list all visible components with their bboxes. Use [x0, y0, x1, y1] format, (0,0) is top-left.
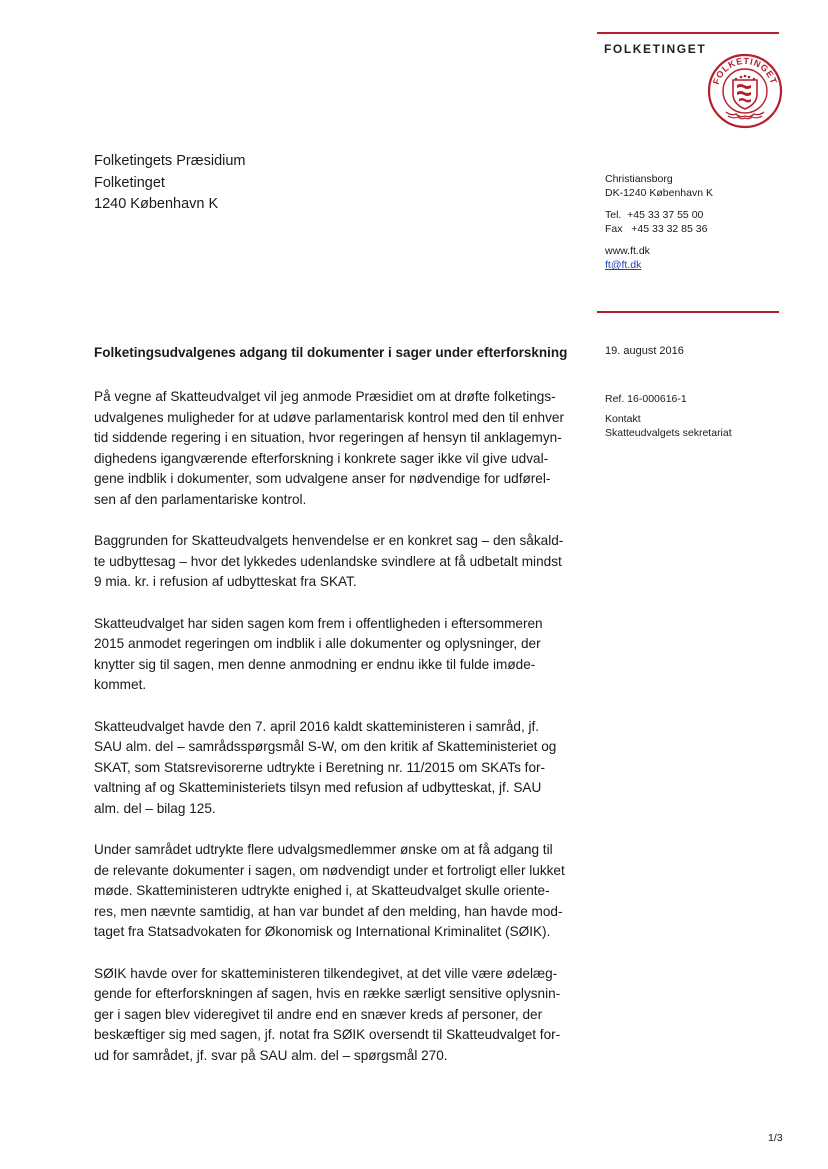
sender-email-link[interactable]: ft@ft.dk — [605, 259, 642, 271]
body-line: alm. del – bilag 125. — [94, 800, 216, 816]
page-number: 1/3 — [768, 1132, 783, 1144]
org-name: FOLKETINGET — [604, 42, 707, 56]
body-line: taget fra Statsadvokaten for Økonomisk og International Kriminalitet (SØIK). — [94, 924, 551, 939]
body-paragraph — [94, 717, 594, 820]
body-line: res, men nævnte samtidig, at han var bundet af den melding, han havde mod- — [94, 903, 563, 919]
body-line: gene indblik i dokumenter, som udvalgene anser for nødvendige for udførel- — [94, 471, 551, 486]
letter-meta — [605, 392, 732, 440]
body-line: 2015 anmodet regeringen om indblik i alle dokumenter og oplysninger, der — [94, 636, 541, 651]
contact-label: Kontakt — [605, 413, 641, 425]
body-line: ger i sagen blev videregivet til andre end en snæver kreds af personer, der — [94, 1006, 543, 1022]
body-line: Skatteudvalget har siden sagen kom frem i offentligheden i eftersommeren — [94, 615, 543, 631]
body-line: møde. Skatteministeren udtrykte enighed i, at Skatteudvalget skulle oriente- — [94, 883, 550, 898]
letter-date: 19. august 2016 — [605, 345, 684, 357]
body-paragraph — [94, 840, 594, 943]
recipient-address — [94, 151, 246, 216]
body-line: dighedens igangværende efterforskning i konkrete sager ikke vil give udval- — [94, 450, 549, 466]
recipient-line: 1240 København K — [94, 196, 219, 212]
body-line: beskæftiger sig med sagen, jf. notat fra SØIK oversendt til Skatteudvalget for- — [94, 1027, 561, 1042]
header-rule-top — [597, 32, 779, 34]
body-line: 9 mia. kr. i refusion af udbytteskat fra SKAT. — [94, 574, 357, 589]
sender-address-line: Christiansborg — [605, 173, 673, 185]
body-line: SKAT, som Statsrevisorerne udtrykte i Beretning nr. 11/2015 om SKATs for- — [94, 759, 546, 775]
body-line: tid siddende regering i en situation, hvor regeringen af hensyn til anklagemyn- — [94, 430, 562, 445]
folketinget-seal-icon — [706, 52, 784, 130]
body-line: På vegne af Skatteudvalget vil jeg anmode Præsidiet om at drøfte folketings- — [94, 389, 556, 404]
body-line: udvalgenes muligheder for at udøve parlamentarisk kontrol med den til enhver — [94, 409, 564, 425]
letter-subject: Folketingsudvalgenes adgang til dokumenter i sager under efterforskning — [94, 345, 568, 360]
body-line: sen af den parlamentariske kontrol. — [94, 491, 307, 507]
recipient-line: Folketingets Præsidium — [94, 153, 246, 169]
body-line: Skatteudvalget havde den 7. april 2016 kaldt skatteministeren i samråd, jf. — [94, 718, 540, 734]
body-line: valtning af og Skatteministeriets tilsyn med refusion af udbytteskat, jf. SAU — [94, 780, 542, 795]
body-paragraph — [94, 531, 594, 593]
body-line: Baggrunden for Skatteudvalgets henvendelse er en konkret sag – den såkald- — [94, 533, 564, 548]
body-line: kommet. — [94, 677, 147, 692]
body-line: SØIK havde over for skatteministeren tilkendegivet, at det ville være ødelæg- — [94, 965, 558, 981]
recipient-line: Folketinget — [94, 174, 165, 191]
sender-address — [605, 172, 713, 272]
body-line: SAU alm. del – samrådsspørgsmål S-W, om den kritik af Skatteministeriet og — [94, 739, 557, 754]
contact-value: Skatteudvalgets sekretariat — [605, 427, 732, 439]
body-line: te udbyttesag – hvor det lykkedes udenlandske svindlere at få udbetalt mindst — [94, 553, 562, 569]
body-paragraph — [94, 614, 594, 696]
body-paragraph — [94, 964, 594, 1067]
header-rule-bottom — [597, 311, 779, 313]
body-paragraph — [94, 387, 594, 510]
svg-text:FOLKETINGET: FOLKETINGET — [710, 55, 780, 86]
sender-fax: Fax +45 33 32 85 36 — [605, 223, 708, 235]
body-line: de relevante dokumenter i sagen, om nødvendigt under et fortroligt eller lukket — [94, 862, 565, 878]
body-line: gende for efterforskningen af sagen, hvis en række særligt sensitive oplysnin- — [94, 986, 561, 1001]
body-line: ud for samrådet, jf. svar på SAU alm. del – spørgsmål 270. — [94, 1047, 448, 1063]
letter-body — [94, 387, 594, 1087]
body-line: Under samrådet udtrykte flere udvalgsmedlemmer ønske om at få adgang til — [94, 842, 553, 857]
sender-web-link[interactable]: www.ft.dk — [605, 245, 650, 257]
body-line: knytter sig til sagen, men denne anmodning er endnu ikke til fulde imøde- — [94, 656, 536, 672]
letter-reference: Ref. 16-000616-1 — [605, 393, 687, 405]
sender-address-line: DK-1240 København K — [605, 187, 713, 199]
sender-phone: Tel. +45 33 37 55 00 — [605, 209, 704, 221]
